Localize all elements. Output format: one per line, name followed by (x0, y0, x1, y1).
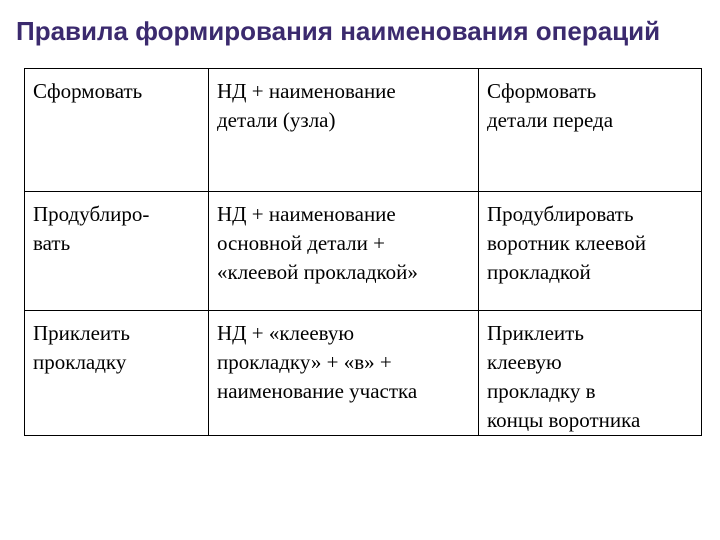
example-text: Сформовать детали переда (487, 79, 614, 132)
operation-text: Приклеить прокладку (33, 321, 130, 374)
rules-table (24, 68, 702, 436)
example-text: Продублировать воротник клеевой прокладкой (487, 202, 646, 284)
table-row (25, 69, 702, 192)
operation-text: Продублиро- вать (33, 202, 150, 255)
rule-text: НД + наименование основной детали + «клеевой прокладкой» (217, 202, 418, 284)
operation-cell (25, 69, 209, 192)
rule-cell (209, 311, 479, 436)
example-cell (479, 311, 702, 436)
example-cell (479, 69, 702, 192)
example-cell (479, 192, 702, 311)
example-text: Приклеить клеевую прокладку в концы воротника (487, 321, 641, 432)
table-row (25, 192, 702, 311)
rule-cell (209, 192, 479, 311)
operation-cell (25, 311, 209, 436)
table-row (25, 311, 702, 436)
page-title: Правила формирования наименования операций (16, 16, 661, 46)
rule-text: НД + наименование детали (узла) (217, 79, 396, 132)
rule-text: НД + «клеевую прокладку» + «в» + наименование участка (217, 321, 418, 403)
rule-cell (209, 69, 479, 192)
operation-text: Сформовать (33, 79, 143, 103)
operation-cell (25, 192, 209, 311)
